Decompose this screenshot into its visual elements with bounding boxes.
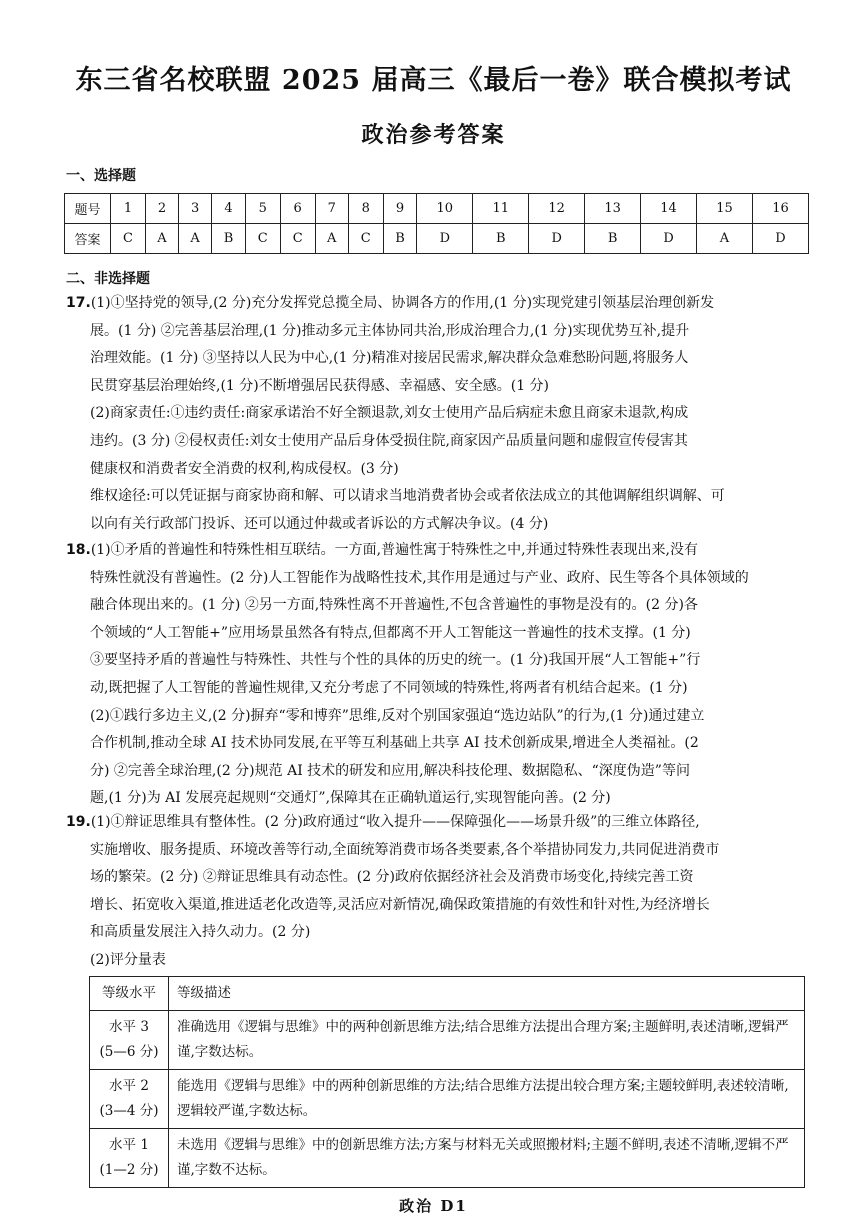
level-name: 水平 2: [109, 1078, 149, 1094]
question-17-answer: [66, 290, 811, 538]
answer-line: 动,既把握了人工智能的普遍性规律,又充分考虑了不同领域的特殊性,将两者有机结合起来。(1 分): [90, 679, 688, 696]
rubric-level-cell: [90, 1011, 169, 1070]
answer-cell: A: [697, 224, 753, 254]
choice-answer-table: [64, 193, 809, 254]
answer-line: ③要坚持矛盾的普遍性与特殊性、共性与个性的具体的历史的统一。(1 分)我国开展“人工智能+”行: [90, 652, 701, 669]
table-row: [90, 1070, 805, 1129]
level-name: 水平 3: [109, 1019, 149, 1035]
answer-line: 融合体现出来的。(1 分) ②另一方面,特殊性离不开普遍性,不包含普遍性的事物是没有的。(2 分)各: [90, 597, 698, 614]
answer-line: 健康权和消费者安全消费的权利,构成侵权。(3 分): [90, 460, 399, 477]
answer-line: (1)①矛盾的普遍性和特殊性相互联结。一方面,普遍性寓于特殊性之中,并通过特殊性表现出来,没有: [90, 542, 698, 558]
rubric-description: 准确选用《逻辑与思维》中的两种创新思维方法;结合思维方法提出合理方案;主题鲜明,表述清晰,逻辑严谨,字数达标。: [169, 1011, 805, 1070]
table-row: [90, 1129, 805, 1188]
answer-cell: B: [383, 224, 417, 254]
answer-line: 场的繁荣。(2 分) ②辩证思维具有动态性。(2 分)政府依据经济社会及消费市场变化,持续完善工资: [90, 869, 694, 886]
level-name: 水平 1: [109, 1137, 149, 1153]
scoring-rubric-table: [89, 976, 805, 1188]
question-number: 1: [111, 194, 146, 224]
answer-cell: C: [245, 224, 280, 254]
table-row-answers: [65, 224, 809, 254]
answer-line: 增长、拓宽收入渠道,推进适老化改造等,灵活应对新情况,确保政策措施的有效性和针对性,为经济增长: [90, 896, 710, 913]
answer-line: 和高质量发展注入持久动力。(2 分): [90, 924, 311, 941]
table-row: [90, 977, 805, 1011]
question-number: 13: [585, 194, 641, 224]
answer-line: (2)①践行多边主义,(2 分)摒弃“零和博弈”思维,反对个别国家强迫“选边站队”的行为,(1 分)通过建立: [90, 707, 705, 724]
answer-line: 展。(1 分) ②完善基层治理,(1 分)推动多元主体协同共治,形成治理合力,(1 分)实现优势互补,提升: [90, 322, 690, 339]
answer-line: 题,(1 分)为 AI 发展亮起规则“交通灯”,保障其在正确轨道运行,实现智能向善。(2 分): [90, 790, 611, 807]
rubric-description: 未选用《逻辑与思维》中的创新思维方法;方案与材料无关或照搬材料;主题不鲜明,表述不清晰,逻辑不严谨,字数不达标。: [169, 1129, 805, 1188]
level-score: (5—6 分): [99, 1044, 159, 1060]
exam-title: 东三省名校联盟 2025 届高三《最后一卷》联合模拟考试: [75, 65, 792, 96]
answer-cell: A: [145, 224, 178, 254]
question-number: 8: [348, 194, 383, 224]
answer-line: 分) ②完善全球治理,(2 分)规范 AI 技术的研发和应用,解决科技伦理、数据隐私、“深度伪造”等问: [90, 762, 690, 779]
answer-cell: C: [111, 224, 146, 254]
question-number-18: 18.: [66, 542, 91, 558]
answer-cell: B: [212, 224, 246, 254]
answer-line: (1)①辩证思维具有整体性。(2 分)政府通过“收入提升——保障强化——场景升级”的三维立体路径,: [90, 814, 700, 830]
answer-cell: C: [280, 224, 315, 254]
answer-cell: D: [641, 224, 697, 254]
question-18-answer: [66, 537, 811, 813]
rubric-header-description: 等级描述: [169, 977, 805, 1011]
answer-line: (1)①坚持党的领导,(2 分)充分发挥党总揽全局、协调各方的作用,(1 分)实现党建引领基层治理创新发: [90, 295, 715, 311]
question-number: 11: [473, 194, 529, 224]
answer-line: 维权途径:可以凭证据与商家协商和解、可以请求当地消费者协会或者依法成立的其他调解组织调解、可: [90, 488, 725, 505]
rubric-level-cell: [90, 1070, 169, 1129]
answer-line: 实施增收、服务提质、环境改善等行动,全面统筹消费市场各类要素,各个举措协同发力,共同促进消费市: [90, 841, 720, 858]
answer-key-subtitle: 政治参考答案: [361, 122, 506, 148]
question-number-17: 17.: [66, 295, 91, 311]
question-number: 2: [145, 194, 178, 224]
rubric-description: 能选用《逻辑与思维》中的两种创新思维的方法;结合思维方法提出较合理方案;主题较鲜明,表述较清晰,逻辑较严谨,字数达标。: [169, 1070, 805, 1129]
answer-line: 特殊性就没有普遍性。(2 分)人工智能作为战略性技术,其作用是通过与产业、政府、民生等各个具体领域的: [90, 569, 749, 586]
answer-line: 个领域的“人工智能+”应用场景虽然各有特点,但都离不开人工智能这一普遍性的技术支撑。(1 分): [90, 624, 691, 641]
level-score: (3—4 分): [99, 1103, 159, 1119]
row-label-answer: 答案: [65, 224, 111, 254]
question-number-19: 19.: [66, 814, 91, 830]
answer-line: (2)商家责任:①违约责任:商家承诺治不好全额退款,刘女士使用产品后病症未愈且商家未退款,构成: [90, 405, 689, 422]
question-number: 16: [752, 194, 808, 224]
section-nonchoice-heading: 二、非选择题: [66, 271, 150, 287]
question-number: 9: [383, 194, 417, 224]
answer-cell: D: [529, 224, 585, 254]
question-number: 14: [641, 194, 697, 224]
rubric-header-level: 等级水平: [90, 977, 169, 1011]
level-score: (1—2 分): [99, 1162, 159, 1178]
answer-line: 合作机制,推动全球 AI 技术协同发展,在平等互利基础上共享 AI 技术创新成果,增进全人类福祉。(2: [90, 735, 699, 752]
table-row-numbers: [65, 194, 809, 224]
question-number: 7: [315, 194, 348, 224]
answer-line: 违约。(3 分) ②侵权责任:刘女士使用产品后身体受损住院,商家因产品质量问题和虚假宣传侵害其: [90, 432, 688, 449]
table-row: [90, 1011, 805, 1070]
answer-cell: D: [417, 224, 473, 254]
answer-cell: A: [315, 224, 348, 254]
row-label-number: 题号: [65, 194, 111, 224]
question-number: 3: [179, 194, 212, 224]
answer-cell: B: [585, 224, 641, 254]
answer-line: 治理效能。(1 分) ③坚持以人民为中心,(1 分)精准对接居民需求,解决群众急难愁盼问题,将服务人: [90, 350, 689, 367]
answer-cell: A: [179, 224, 212, 254]
answer-line: 民贯穿基层治理始终,(1 分)不断增强居民获得感、幸福感、安全感。(1 分): [90, 377, 550, 394]
rubric-level-cell: [90, 1129, 169, 1188]
question-19-answer: [66, 809, 811, 975]
rubric-heading: (2)评分量表: [90, 951, 166, 968]
question-number: 4: [212, 194, 246, 224]
answer-cell: D: [752, 224, 808, 254]
question-number: 12: [529, 194, 585, 224]
question-number: 5: [245, 194, 280, 224]
section-choice-heading: 一、选择题: [66, 168, 136, 184]
answer-cell: B: [473, 224, 529, 254]
answer-cell: C: [348, 224, 383, 254]
question-number: 15: [697, 194, 753, 224]
question-number: 10: [417, 194, 473, 224]
page-footer: 政治 D1: [399, 1197, 468, 1215]
answer-line: 以向有关行政部门投诉、还可以通过仲裁或者诉讼的方式解决争议。(4 分): [90, 515, 549, 532]
question-number: 6: [280, 194, 315, 224]
